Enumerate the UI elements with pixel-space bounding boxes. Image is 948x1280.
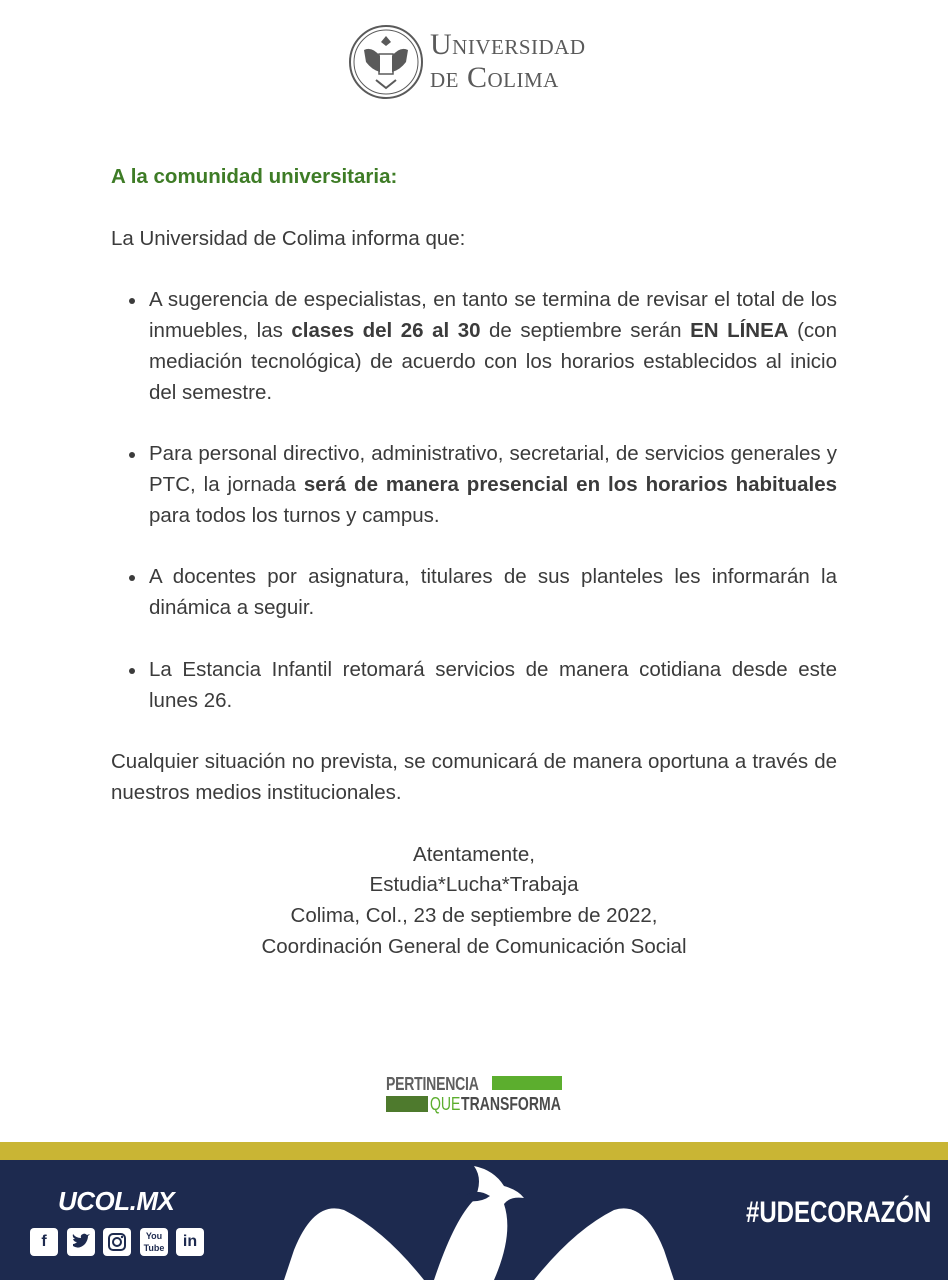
item-text: A sugerencia de especialistas, en tanto se termina de revisar el total de los inmuebles, las: [149, 288, 837, 342]
item-text: La Estancia Infantil retomará servicios de manera cotidiana desde este lunes 26.: [149, 657, 837, 712]
footer: [0, 1160, 948, 1280]
youtube-icon[interactable]: You Tube: [140, 1228, 168, 1256]
list-item: [149, 439, 837, 531]
university-logo: [348, 24, 608, 104]
intro-paragraph: La Universidad de Colima informa que:: [111, 226, 466, 250]
badge-green-bar: [492, 1076, 562, 1090]
logo-line-2: de Colima: [430, 61, 559, 94]
item-text: A docentes por asignatura, titulares de sus planteles les informarán la dinámica a seguir.: [149, 565, 837, 620]
closing-paragraph: Cualquier situación no prevista, se comunicará de manera oportuna a través de nuestros medios institucionales.: [111, 750, 837, 804]
site-url-link[interactable]: UCOL.MX: [58, 1186, 175, 1216]
signature-line: Atentamente,: [413, 842, 535, 866]
facebook-icon[interactable]: f: [30, 1228, 58, 1256]
badge-dark-green-bar: [386, 1096, 428, 1112]
university-seal-icon: [348, 24, 424, 100]
pertinencia-badge: [386, 1074, 564, 1116]
hashtag: #UDECORAZÓN: [746, 1196, 932, 1229]
item-bold-text: clases del 26 al 30: [291, 318, 481, 342]
greeting: A la comunidad universitaria:: [111, 165, 398, 188]
signature-line: Colima, Col., 23 de septiembre de 2022,: [290, 904, 658, 928]
list-item: [149, 655, 837, 717]
signature-line: Estudia*Lucha*Trabaja: [369, 873, 579, 897]
item-bold-text: será de manera presencial en los horarios habituales: [303, 472, 837, 496]
signature-line: Coordinación General de Comunicación Social: [261, 934, 687, 958]
linkedin-icon[interactable]: in: [176, 1228, 204, 1256]
list-item: [149, 562, 837, 624]
logo-wordmark: [430, 28, 586, 94]
announcement-list: [111, 285, 837, 716]
item-bold-text: EN LÍNEA: [690, 318, 789, 342]
logo-line-1: Universidad: [430, 28, 586, 61]
item-text: para todos los turnos y campus.: [149, 503, 440, 527]
list-item: [149, 285, 837, 408]
item-text: Para personal directivo, administrativo, secretarial, de servicios generales y PTC, la jornada: [149, 442, 837, 496]
instagram-icon[interactable]: [103, 1228, 131, 1256]
badge-transforma: TRANSFORMA: [461, 1094, 561, 1114]
footer-gold-stripe: [0, 1142, 948, 1160]
badge-que: QUE: [430, 1094, 461, 1114]
item-text: de septiembre serán: [480, 318, 691, 342]
signature-block: [111, 840, 837, 963]
twitter-icon[interactable]: [67, 1228, 95, 1256]
letter-body: [111, 162, 837, 963]
eagle-emblem-icon: [284, 1160, 674, 1280]
item-text: (con mediación tecnológica) de acuerdo con los horarios establecidos al inicio del semestre.: [149, 318, 837, 404]
badge-line-1: PERTINENCIA: [386, 1074, 479, 1094]
